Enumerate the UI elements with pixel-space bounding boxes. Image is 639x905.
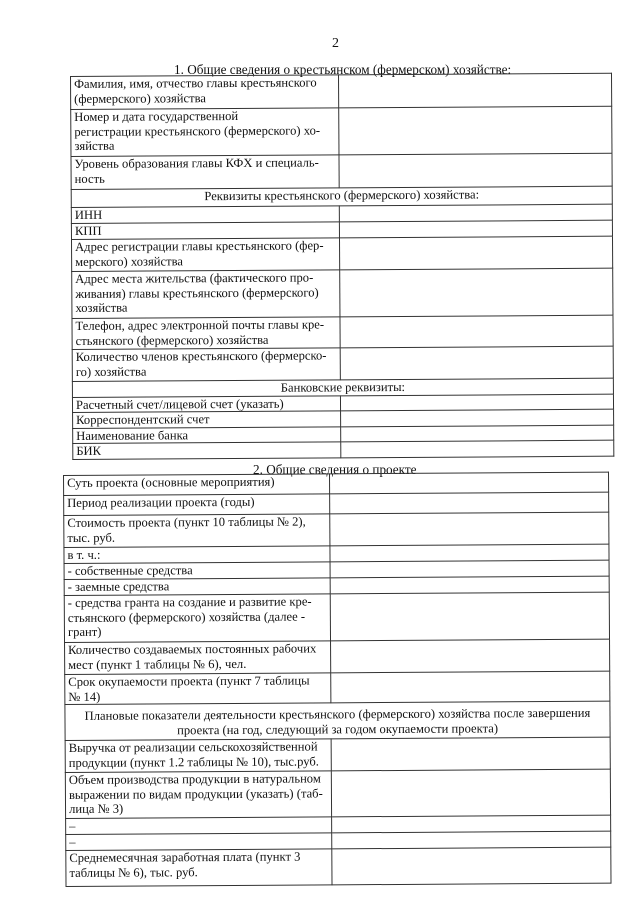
row-label: Суть проекта (основные мероприятия) xyxy=(64,474,330,496)
row-label: Период реализации проекта (годы) xyxy=(64,494,330,516)
value-cell[interactable] xyxy=(332,847,611,885)
value-cell[interactable] xyxy=(341,409,614,426)
value-cell[interactable] xyxy=(329,472,608,494)
table-row xyxy=(72,268,613,318)
row-label: Среднемесячная заработная плата (пункт 3 таблицы № 6), тыс. руб. xyxy=(66,849,332,887)
row-label: БИК xyxy=(73,442,341,459)
row-label: КПП xyxy=(71,222,339,240)
value-cell[interactable] xyxy=(330,544,609,562)
table-row xyxy=(65,639,610,674)
value-cell[interactable] xyxy=(339,220,612,238)
value-cell[interactable] xyxy=(331,769,610,817)
table-row xyxy=(65,671,610,704)
row-label: Корреспондентский счет xyxy=(73,411,341,428)
row-label: Наименование банка xyxy=(73,426,341,443)
table-row xyxy=(64,512,609,547)
project-info-table xyxy=(63,472,612,887)
section-1-title: 1. Общие сведения о крестьянском (фермерском) хозяйстве: xyxy=(174,62,512,77)
requisites-header: Реквизиты крестьянского (фермерского) хозяйства: xyxy=(71,186,612,207)
value-cell[interactable] xyxy=(340,268,613,317)
row-label: в т. ч.: xyxy=(64,546,330,564)
value-cell[interactable] xyxy=(340,346,613,380)
row-label: Адрес регистрации главы крестьянского (фер- мерского) хозяйства xyxy=(71,238,339,272)
value-cell[interactable] xyxy=(330,576,609,594)
value-cell[interactable] xyxy=(340,315,613,348)
row-label: Расчетный счет/лицевой счет (указать) xyxy=(72,395,340,412)
row-label: Количество создаваемых постоянных рабочих мест (пункт 1 таблицы № 6), чел. xyxy=(65,641,331,675)
value-cell[interactable] xyxy=(332,831,611,849)
row-label: Телефон, адрес электронной почты главы кре- стьянского (фермерского) хозяйства xyxy=(72,317,340,350)
value-cell[interactable] xyxy=(330,560,609,578)
table-row xyxy=(71,153,612,189)
value-cell[interactable] xyxy=(330,512,609,546)
value-cell[interactable] xyxy=(331,737,610,771)
value-cell[interactable] xyxy=(339,236,612,270)
value-cell[interactable] xyxy=(339,153,612,188)
value-cell[interactable] xyxy=(330,592,609,641)
table-row xyxy=(71,73,612,109)
row-label: – xyxy=(66,833,332,851)
row-label: - заемные средства xyxy=(64,578,330,596)
table-row xyxy=(64,592,609,642)
page-number: 2 xyxy=(332,36,339,51)
value-cell[interactable] xyxy=(339,204,612,222)
row-label: Объем производства продукции в натуральном выражении по видам продукции (указать) (таб- лица № 3) xyxy=(65,771,331,819)
row-label: Уровень образования главы КФХ и специаль- ность xyxy=(71,155,339,190)
bank-header: Банковские реквизиты: xyxy=(72,378,613,397)
table-row xyxy=(66,847,611,886)
indicators-header-row xyxy=(65,701,610,740)
table-row xyxy=(72,315,613,349)
section-2-title: 2. Общие сведения о проекте xyxy=(253,462,417,477)
row-label: Выручка от реализации сельскохозяйственной продукции (пункт 1.2 таблицы № 10), тыс.руб. xyxy=(65,739,331,773)
row-label: ИНН xyxy=(71,206,339,224)
value-cell[interactable] xyxy=(338,73,611,108)
row-label: Номер и дата государственной регистрации крестьянского (фермерского) хо- зяйства xyxy=(71,108,339,157)
value-cell[interactable] xyxy=(339,106,612,155)
value-cell[interactable] xyxy=(332,815,611,833)
indicators-header: Плановые показатели деятельности крестьянского (фермерского) хозяйства после завершения проекта (на год, следующий за годом окупаемости проекта) xyxy=(65,701,610,740)
farm-info-table xyxy=(70,73,614,460)
value-cell[interactable] xyxy=(340,394,613,411)
value-cell[interactable] xyxy=(330,492,609,514)
row-label: Адрес места жительства (фактического про- живания) главы крестьянского (фермерского) хозяйства xyxy=(72,270,340,319)
value-cell[interactable] xyxy=(341,440,614,457)
value-cell[interactable] xyxy=(331,671,610,703)
table-row xyxy=(71,106,612,156)
table-row xyxy=(73,440,614,459)
row-label: - собственные средства xyxy=(64,562,330,580)
value-cell[interactable] xyxy=(331,639,610,673)
row-label: – xyxy=(66,817,332,835)
table-row xyxy=(71,236,612,271)
table-row xyxy=(72,346,613,381)
row-label: Срок окупаемости проекта (пункт 7 таблицы № 14) xyxy=(65,673,331,705)
row-label: Количество членов крестьянского (фермерско- го) хозяйства xyxy=(72,348,340,382)
value-cell[interactable] xyxy=(341,425,614,442)
row-label: Фамилия, имя, отчество главы крестьянского (фермерского) хозяйства xyxy=(71,75,339,110)
table-row xyxy=(65,769,610,818)
table-row xyxy=(65,737,610,772)
row-label: - средства гранта на создание и развитие кре- стьянского (фермерского) хозяйства (далее - грант) xyxy=(64,594,330,643)
row-label: Стоимость проекта (пункт 10 таблицы № 2), тыс. руб. xyxy=(64,514,330,548)
